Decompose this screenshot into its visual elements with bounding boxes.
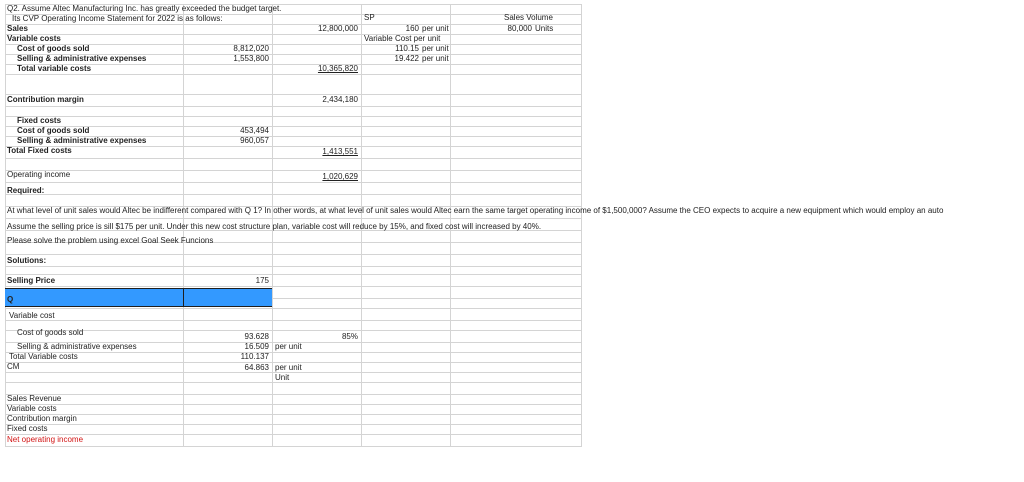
cm-label: CM	[7, 362, 20, 371]
grid-line	[5, 330, 581, 331]
vc-sga-value[interactable]: 19.422	[394, 54, 419, 63]
solution-contribution-margin-label: Contribution margin	[7, 414, 77, 423]
grid-line	[5, 394, 581, 395]
grid-line	[5, 372, 581, 373]
solution-cogs-value[interactable]: 93.628	[244, 332, 269, 341]
reduction-percent[interactable]: 85%	[341, 332, 358, 341]
grid-line	[5, 126, 581, 127]
fixed-cogs-value[interactable]: 453,494	[240, 126, 269, 135]
fixed-costs-label: Fixed costs	[17, 116, 62, 125]
vc-sga-per-unit: per unit	[422, 54, 449, 63]
grid-line	[5, 158, 581, 159]
grid-line	[5, 182, 581, 183]
selection-border	[183, 288, 184, 307]
grid-line	[5, 34, 581, 35]
net-operating-income-label: Net operating income	[7, 435, 84, 444]
sp-label: SP	[364, 13, 375, 22]
cm-per-unit: per unit	[275, 363, 302, 372]
solution-sga-value[interactable]: 16.509	[244, 342, 269, 351]
grid-line	[5, 4, 6, 447]
grid-line	[5, 352, 581, 353]
fixed-sga-value[interactable]: 960,057	[240, 136, 269, 145]
sga-label: Selling & administrative expenses	[17, 54, 147, 63]
required-label: Required:	[7, 186, 45, 195]
vc-cogs-value[interactable]: 110.15	[395, 44, 419, 53]
sales-revenue-label: Sales Revenue	[7, 394, 62, 403]
total-fixed-costs-value[interactable]: 1,413,551	[322, 147, 358, 156]
grid-line	[5, 286, 581, 287]
sp-per-unit: per unit	[422, 24, 449, 33]
grid-line	[5, 116, 581, 117]
solution-sga-label: Selling & administrative expenses	[17, 342, 137, 351]
total-variable-cost-label: Total Variable costs	[9, 352, 78, 361]
grid-line	[5, 74, 581, 75]
total-variable-costs-label: Total variable costs	[17, 64, 92, 73]
selling-price-value[interactable]: 175	[255, 276, 269, 285]
grid-line	[5, 170, 581, 171]
selection-border	[5, 288, 272, 289]
cogs-value[interactable]: 8,812,020	[233, 44, 269, 53]
sga-value[interactable]: 1,553,800	[233, 54, 269, 63]
total-fixed-costs-label: Total Fixed costs	[7, 146, 72, 155]
fixed-sga-label: Selling & administrative expenses	[17, 136, 147, 145]
grid-line	[5, 320, 581, 321]
grid-line	[5, 424, 581, 425]
variable-costs-label: Variable costs	[7, 34, 61, 43]
grid-line	[5, 308, 581, 309]
selling-price-label: Selling Price	[7, 276, 56, 285]
variable-cost-per-unit-label: Variable Cost per unit	[364, 34, 441, 43]
total-variable-costs-value[interactable]: 10,365,820	[317, 64, 358, 73]
total-variable-cost-value[interactable]: 110.137	[240, 352, 269, 361]
solution-sga-per-unit: per unit	[275, 342, 302, 351]
solution-variable-costs-label: Variable costs	[7, 404, 57, 413]
operating-income-value[interactable]: 1,020,629	[322, 172, 358, 181]
contribution-margin-label: Contribution margin	[7, 95, 84, 104]
solution-cogs-label: Cost of goods sold	[17, 328, 84, 337]
grid-line	[5, 434, 581, 435]
q-label-cell[interactable]	[5, 288, 183, 307]
grid-line	[5, 254, 581, 255]
cm-value[interactable]: 64.863	[244, 363, 269, 372]
required-instruction: Please solve the problem using excel Goal Seek Funcions	[7, 236, 214, 245]
cm-unit: Unit	[275, 373, 290, 382]
sp-value[interactable]: 160	[405, 24, 419, 33]
grid-line	[581, 4, 582, 447]
sales-volume-value[interactable]: 80,000	[507, 24, 532, 33]
question-title: Q2. Assume Altec Manufacturing Inc. has greatly exceeded the budget target.	[7, 4, 282, 13]
q-label: Q	[7, 295, 14, 304]
grid-line	[5, 218, 581, 219]
cogs-label: Cost of goods sold	[17, 44, 90, 53]
sales-volume-label: Sales Volume	[504, 13, 553, 22]
grid-line	[5, 274, 581, 275]
statement-subtitle: Its CVP Operating Income Statement for 2022 is as follows:	[12, 14, 223, 23]
contribution-margin-value[interactable]: 2,434,180	[322, 95, 358, 104]
grid-line	[5, 404, 581, 405]
solutions-label: Solutions:	[7, 256, 47, 265]
grid-line	[5, 414, 581, 415]
variable-cost-label: Variable cost	[9, 311, 55, 320]
required-question: At what level of unit sales would Altec be indifferent compared with Q 1? In other words, at what level of unit sales would Altec earn the same target operating income of $1,500,000? Assume the CEO expects to acquire a new equipment which would employ an auto	[7, 206, 944, 215]
grid-line	[5, 106, 581, 107]
sales-label: Sales	[7, 24, 28, 33]
required-assumption: Assume the selling price is sill $175 per unit. Under this new cost structure plan, variable cost will reduce by 15%, and fixed cost will increased by 40%.	[7, 222, 542, 231]
grid-line	[5, 194, 581, 195]
operating-income-label: Operating income	[7, 170, 71, 179]
units-label: Units	[535, 24, 554, 33]
fixed-cogs-label: Cost of goods sold	[17, 126, 90, 135]
sales-value[interactable]: 12,800,000	[317, 24, 358, 33]
vc-cogs-per-unit: per unit	[422, 44, 449, 53]
grid-line	[5, 266, 581, 267]
grid-line	[5, 382, 581, 383]
grid-line	[5, 44, 581, 45]
solution-fixed-costs-label: Fixed costs	[7, 424, 48, 433]
grid-line	[5, 446, 581, 447]
selection-border	[5, 306, 272, 307]
q-value-cell[interactable]	[184, 288, 272, 307]
